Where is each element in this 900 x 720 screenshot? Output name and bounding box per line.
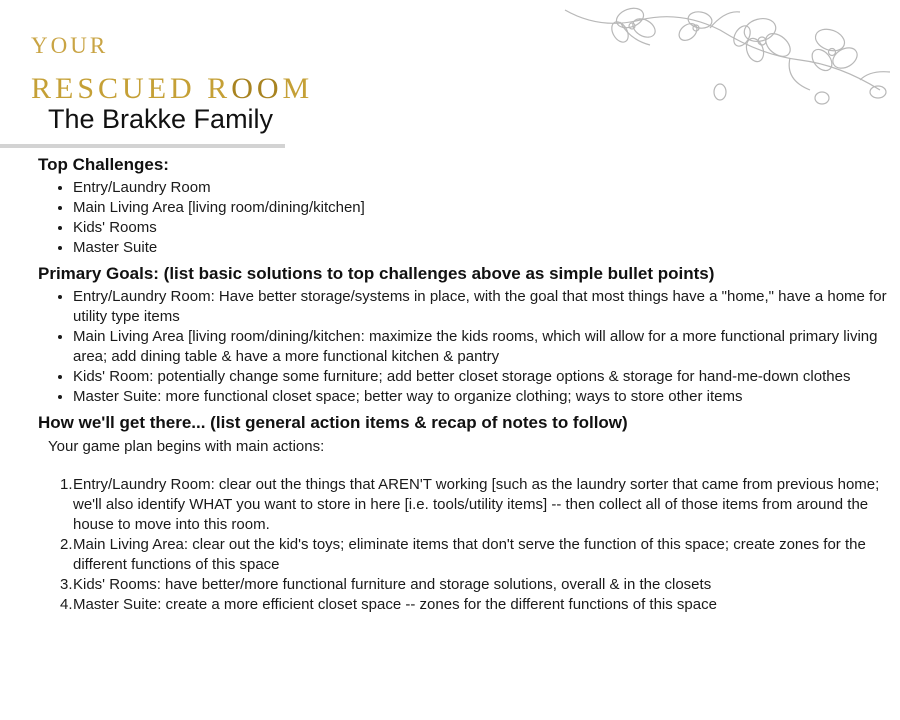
plan-lead-text: Your game plan begins with main actions: [48,438,325,455]
list-number: 4. [60,596,73,613]
list-item-text: Kids' Rooms: have better/more functional furniture and storage solutions, overall & in the closets [73,576,712,593]
challenges-list [38,178,888,258]
list-item: • Kids' Rooms [73,218,888,238]
brand-title-part: RESCUED R [31,72,232,105]
header-divider [0,144,285,148]
list-item [38,535,888,575]
list-number: 1. [60,476,73,493]
list-item: • Kids' Room: potentially change some furniture; add better closet storage options & storage for hand-me-down clothes [73,367,888,387]
plan-list [38,475,888,615]
list-number: 2. [60,536,73,553]
flower-icon [608,5,658,45]
list-item [38,595,888,615]
brand-title-part: M [282,72,314,105]
section-heading-plan: How we'll get there... (list general action items & recap of notes to follow) [38,413,628,432]
list-item: • Entry/Laundry Room [73,178,888,198]
brand-title-oo: OO [231,72,283,105]
list-item-text: Main Living Area: clear out the kid's toys; eliminate items that don't serve the function of this space; create zones for the different functions of this space [73,536,866,573]
list-item-text: Master Suite: create a more efficient closet space -- zones for the different functions of this space [73,596,717,613]
brand-title-rescued-room [31,72,313,106]
list-number: 3. [60,576,73,593]
list-item [38,575,888,595]
section-heading-goals: Primary Goals: (list basic solutions to top challenges above as simple bullet points) [38,264,715,283]
list-item: • Main Living Area [living room/dining/kitchen: maximize the kids rooms, which will allow for a more functional primary living area; add dining table & have a more functional kitchen & pantry [73,327,888,367]
floral-decoration-icon [560,0,900,112]
document-body [38,153,888,615]
brand-title-your: YOUR [31,33,109,58]
list-item-text: Entry/Laundry Room: clear out the things that AREN'T working [such as the laundry sorter that came from previous home; we'll also identify WHAT you want to store in here [i.e. tools/utility items] -- then collect all of those items from around the house to move into this room. [73,476,880,533]
list-item: • Entry/Laundry Room: Have better storage/systems in place, with the goal that most things have a "home," have a home for utility type items [73,287,888,327]
list-item [38,475,888,535]
family-name: The Brakke Family [48,104,274,134]
list-item: • Master Suite: more functional closet space; better way to organize clothing; ways to store other items [73,387,888,407]
list-item: • Main Living Area [living room/dining/kitchen] [73,198,888,218]
list-item: • Master Suite [73,238,888,258]
goals-list [38,287,888,407]
section-heading-challenges: Top Challenges: [38,155,169,174]
